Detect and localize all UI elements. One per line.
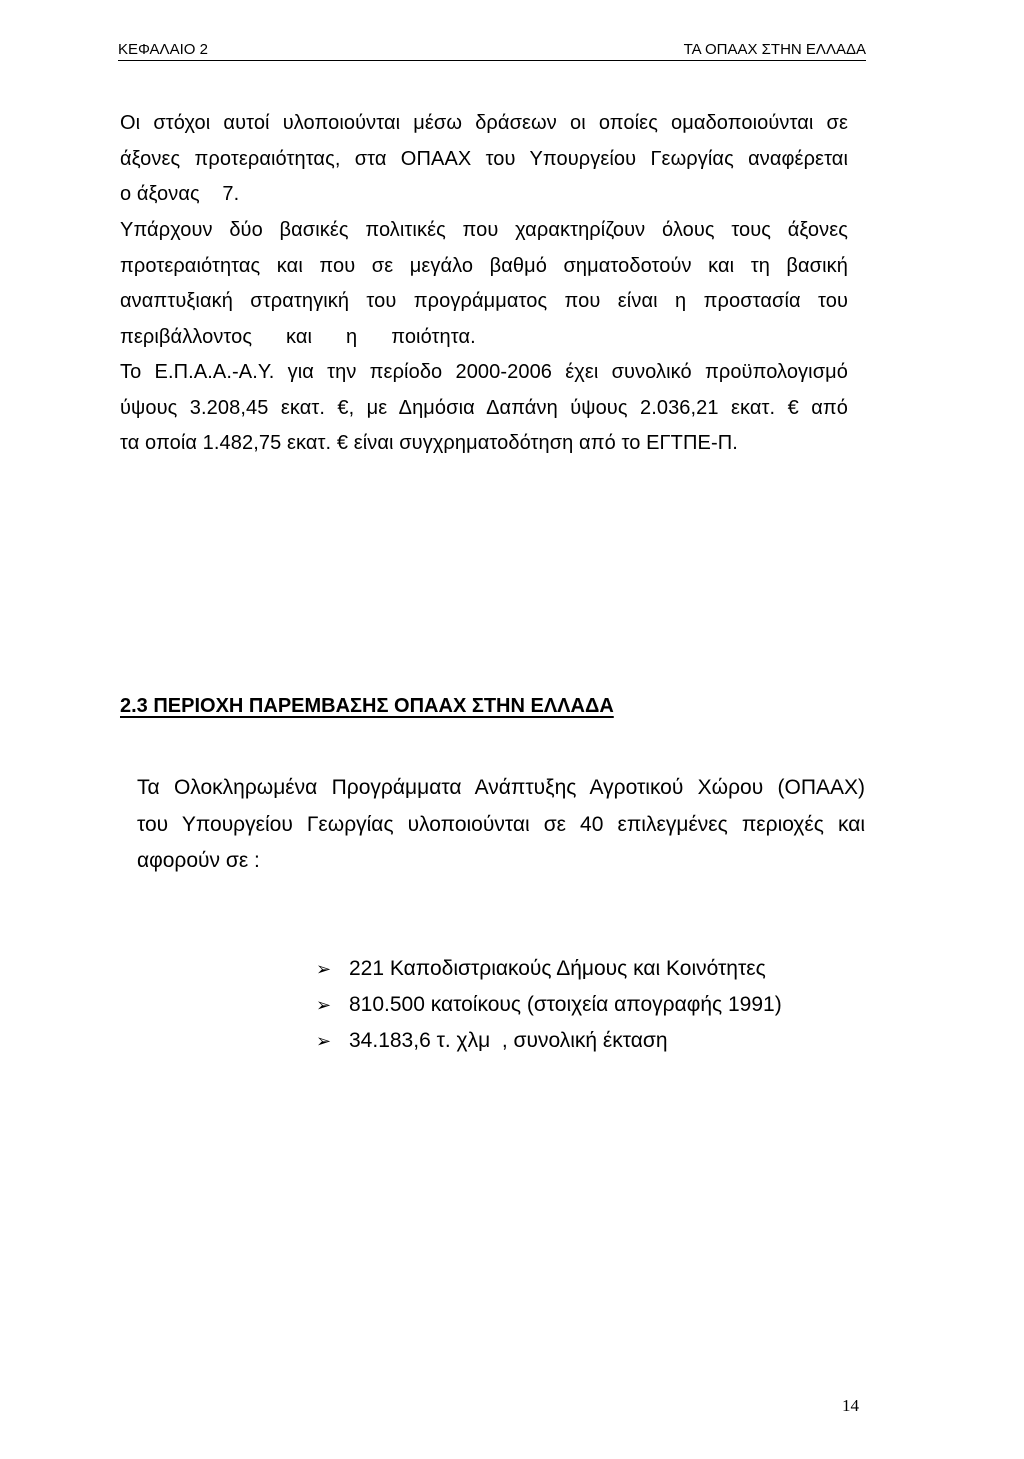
list-item (316, 951, 782, 987)
text-line: αναπτυξιακή στρατηγική του προγράμματος που είναι η προστασία του (120, 290, 848, 312)
list-item-text: 34.183,6 τ. χλμ , συνολική έκταση (349, 1029, 668, 1052)
list-item (316, 987, 782, 1023)
text-line: Οι στόχοι αυτοί υλοποιούνται μέσω δράσεων οι οποίες ομαδοποιούνται σε (120, 112, 848, 134)
text-line: του Υπουργείου Γεωργίας υλοποιούνται σε 40 επιλεγμένες περιοχές και (137, 812, 865, 836)
paragraph-goals (120, 106, 848, 213)
text-line: Τα Ολοκληρωμένα Προγράμματα Ανάπτυξης Αγροτικού Χώρου (ΟΠΑΑΧ) (137, 776, 865, 799)
text-line: Υπάρχουν δύο βασικές πολιτικές που χαρακτηρίζουν όλους τους άξονες (120, 219, 848, 241)
paragraph-policies (120, 213, 848, 355)
list-item (316, 1023, 782, 1059)
header-chapter: ΚΕΦΑΛΑΙΟ 2 (118, 41, 208, 58)
list-item-text: 810.500 κατοίκους (στοιχεία απογραφής 1991) (349, 993, 782, 1016)
text-line: περιβάλλοντος και η ποιότητα. (120, 325, 476, 348)
header-title: ΤΑ ΟΠΑΑΧ ΣΤΗΝ ΕΛΛΑΔΑ (683, 41, 866, 58)
text-line: προτεραιότητας και που σε μεγάλο βαθμό σηματοδοτούν και τη βασική (120, 254, 848, 277)
arrow-bullet-icon: ➢ (316, 1031, 332, 1051)
text-line: άξονες προτεραιότητας, στα ΟΠΑΑΧ του Υπουργείου Γεωργίας αναφέρεται (120, 147, 848, 170)
list-item-text: 221 Καποδιστριακούς Δήμους και Κοινότητες (349, 957, 766, 980)
text-line: αφορούν σε : (137, 849, 260, 872)
text-line: ύψους 3.208,45 εκατ. €, με Δημόσια Δαπάνη ύψους 2.036,21 εκατ. € από (120, 396, 848, 419)
page-header (118, 38, 866, 61)
paragraph-intervention (137, 770, 865, 880)
paragraph-budget (120, 355, 848, 462)
statistics-list (316, 951, 782, 1059)
text-line: Το Ε.Π.Α.Α.-Α.Υ. για την περίοδο 2000-2006 έχει συνολικό προϋπολογισμό (120, 361, 848, 383)
arrow-bullet-icon: ➢ (316, 959, 332, 979)
page-number: 14 (842, 1396, 859, 1415)
text-line: τα οποία 1.482,75 εκατ. € είναι συγχρηματοδότηση από το ΕΓΤΠΕ-Π. (120, 432, 738, 454)
section-heading: 2.3 ΠΕΡΙΟΧΗ ΠΑΡΕΜΒΑΣΗΣ ΟΠΑΑΧ ΣΤΗΝ ΕΛΛΑΔΑ (120, 695, 614, 717)
arrow-bullet-icon: ➢ (316, 995, 332, 1015)
text-line: ο άξονας 7. (120, 183, 240, 205)
